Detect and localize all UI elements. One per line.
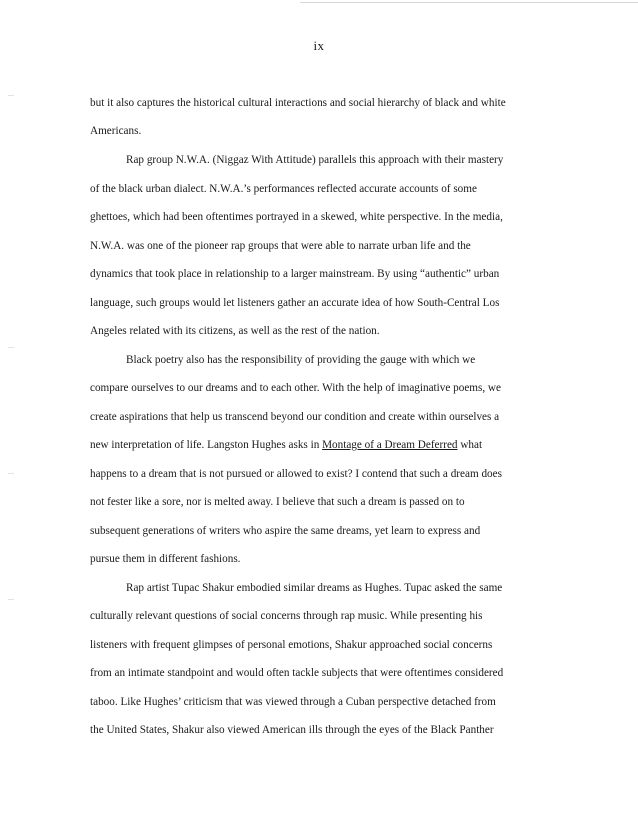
- margin-mark: [8, 347, 14, 348]
- text-line: the United States, Shakur also viewed American ills through the eyes of the Black Panther: [90, 724, 494, 736]
- scan-edge-line: [300, 2, 638, 3]
- paragraph-start-line: Black poetry also has the responsibility of providing the gauge with which we: [126, 354, 476, 366]
- text-line: of the black urban dialect. N.W.A.’s performances reflected accurate accounts of some: [90, 183, 477, 195]
- text-line: subsequent generations of writers who aspire the same dreams, yet learn to express and: [90, 525, 481, 537]
- page-number: ix: [313, 38, 325, 53]
- text-line: happens to a dream that is not pursued or allowed to exist? I contend that such a dream does: [90, 468, 502, 480]
- text-segment: what: [460, 439, 483, 451]
- text-line: but it also captures the historical cultural interactions and social hierarchy of black and white: [90, 97, 506, 109]
- text-line: Americans.: [90, 125, 142, 137]
- text-line: N.W.A. was one of the pioneer rap groups that were able to narrate urban life and the: [90, 240, 471, 252]
- paragraph-start-line: Rap group N.W.A. (Niggaz With Attitude) parallels this approach with their mastery: [126, 154, 504, 166]
- text-line: [90, 438, 560, 452]
- margin-mark: [8, 473, 14, 474]
- margin-mark: [8, 599, 14, 600]
- text-line: Angeles related with its citizens, as well as the rest of the nation.: [90, 325, 380, 337]
- text-line: not fester like a sore, nor is melted away. I believe that such a dream is passed on to: [90, 496, 465, 508]
- text-line: dynamics that took place in relationship to a larger mainstream. By using “authentic” urban: [90, 268, 500, 280]
- text-line: compare ourselves to our dreams and to each other. With the help of imaginative poems, we: [90, 382, 501, 394]
- underlined-title: Montage of a Dream Deferred: [322, 439, 458, 451]
- text-line: language, such groups would let listeners gather an accurate idea of how South-Central Los: [90, 297, 500, 309]
- text-line: create aspirations that help us transcend beyond our condition and create within ourselves a: [90, 411, 500, 423]
- text-line: from an intimate standpoint and would often tackle subjects that were oftentimes considered: [90, 667, 504, 679]
- text-line: pursue them in different fashions.: [90, 553, 241, 565]
- margin-mark: [8, 95, 14, 96]
- text-segment: new interpretation of life. Langston Hughes asks in: [90, 439, 320, 451]
- text-line: culturally relevant questions of social concerns through rap music. While presenting his: [90, 610, 483, 622]
- text-line: taboo. Like Hughes’ criticism that was viewed through a Cuban perspective detached from: [90, 696, 496, 708]
- text-line: ghettoes, which had been oftentimes portrayed in a skewed, white perspective. In the media,: [90, 211, 503, 223]
- text-line: listeners with frequent glimpses of personal emotions, Shakur approached social concerns: [90, 639, 493, 651]
- paragraph-start-line: Rap artist Tupac Shakur embodied similar dreams as Hughes. Tupac asked the same: [126, 582, 503, 594]
